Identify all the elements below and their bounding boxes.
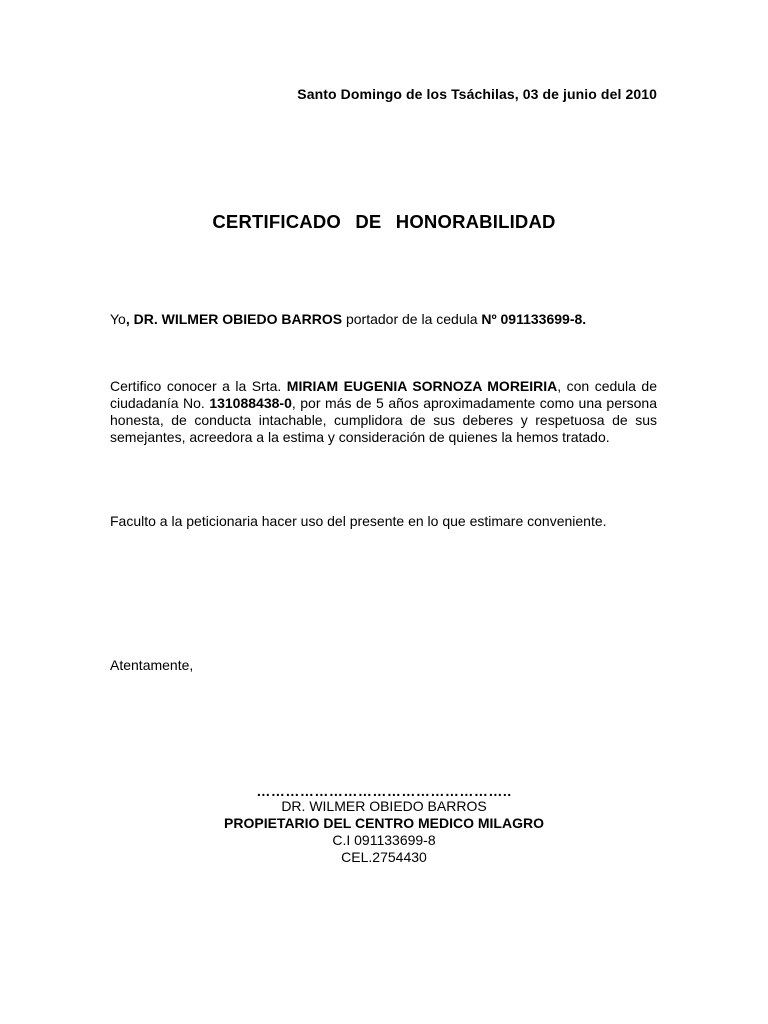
- declarant-name: , DR. WILMER OBIEDO BARROS: [125, 311, 343, 327]
- declarant-id-text: portador de la cedula: [342, 311, 482, 327]
- signer-phone: CEL.2754430: [341, 849, 427, 865]
- certified-person-id: 131088438-0: [209, 395, 292, 411]
- declarant-intro: Yo: [110, 311, 126, 327]
- document-title: CERTIFICADO DE HONORABILIDAD: [212, 211, 556, 232]
- declarant-id-number: Nº 091133699-8.: [481, 311, 587, 327]
- signer-role: PROPIETARIO DEL CENTRO MEDICO MILAGRO: [224, 815, 544, 831]
- closing-salutation: Atentamente,: [110, 657, 194, 673]
- signature-line: ……………………………………………..: [256, 783, 512, 799]
- certification-paragraph: [110, 378, 657, 446]
- signer-ci: C.I 091133699-8: [332, 832, 436, 848]
- signer-name: DR. WILMER OBIEDO BARROS: [281, 798, 487, 814]
- declarant-paragraph: [110, 311, 657, 328]
- certified-person-name: MIRIAM EUGENIA SORNOZA MOREIRIA: [286, 378, 558, 394]
- signature-block: [0, 784, 768, 866]
- certification-body: , por más de 5 años aproximadamente como una persona honesta, de conducta intachable, cumplidora de sus deberes y respetuosa de sus semejantes, acreedora a la estima y consideración de quienes la hemos tratado.: [110, 395, 658, 445]
- certification-intro: Certifico conocer a la Srta.: [110, 378, 287, 394]
- authorization-paragraph: Faculto a la peticionaria hacer uso del presente en lo que estimare conveniente.: [110, 513, 607, 529]
- date-line: Santo Domingo de los Tsáchilas, 03 de junio del 2010: [297, 86, 657, 102]
- certification-id-text: , con cedula de ciudadanía No.: [110, 378, 657, 411]
